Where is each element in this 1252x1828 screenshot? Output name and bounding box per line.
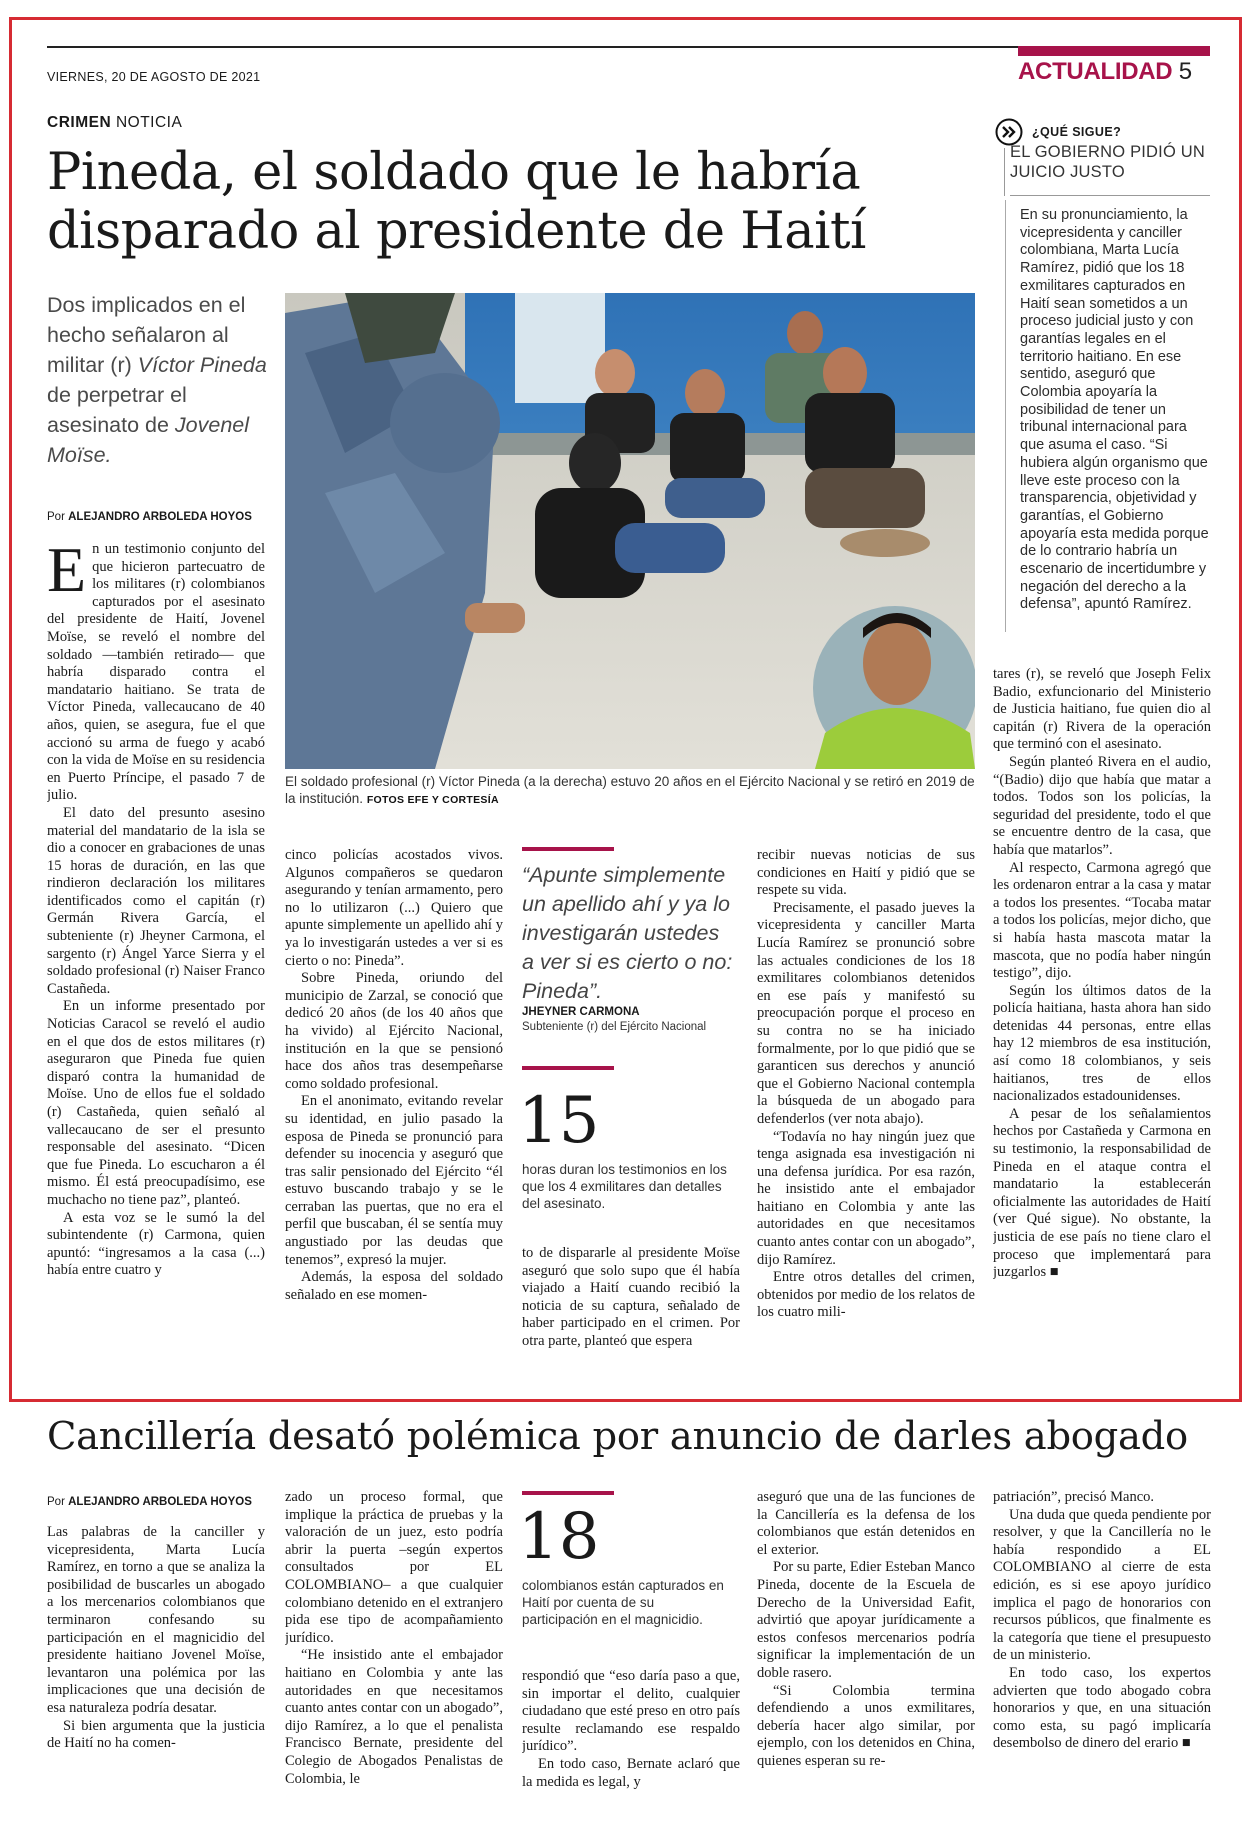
article2-column-2 [285, 1489, 503, 1816]
paragraph: En todo caso, Bernate aclaró que la medida es legal, y [522, 1755, 740, 1790]
second-headline: Cancillería desató polémica por anuncio de darles abogado [47, 1414, 1188, 1459]
fact-text-2: colombianos están capturados en Haití por cuenta de su participación en el magnicidio. [522, 1578, 724, 1627]
sidebar-vrule [1005, 200, 1006, 632]
paragraph: El dato del presunto asesino material del mandatario de la isla se dio a conocer en grabaciones de unas 15 horas de duración, en las que rindieron declaración los militares identificados como el capitán (r) Germán Rivera García, el subteniente (r) Jheyner Carmona, el sargento (r) Ángel Yarce Sierra y el soldado profesional (r) Naiser Franco Castañeda. [47, 804, 265, 997]
paragraph: “Todavía no hay ningún juez que tenga asignada esa investigación ni una defensa jurídica. Por esa razón, he insistido ante el embajador haitiano en Colombia y ante las autoridades en que necesitamos cuanto antes contar con un abogado”, dijo Ramírez. [757, 1128, 975, 1268]
pullquote-bar [522, 847, 614, 851]
pullquote-role: Subteniente (r) del Ejército Nacional [522, 1021, 707, 1033]
sidebar-divider [1010, 195, 1210, 196]
paragraph: Precisamente, el pasado jueves la vicepresidenta y canciller Marta Lucía Ramírez se pronunció sobre las actuales condiciones de los 18 exmilitares colombianos detenidos en ese país y manifestó su preocupación porque el proceso en su contra no se ha iniciado formalmente, por lo que pidió que se garanticen sus derechos y anunció que el Gobierno Nacional contempla la búsqueda de un abogado para defenderlos (ver nota abajo). [757, 899, 975, 1127]
article1-column-5 [993, 666, 1211, 1367]
paragraph: to de dispararle al presidente Moïse aseguró que solo supo que él había viajado a Haití cuando recibió la noticia de su captura, señalado de haber participado en el crimen. Por otra parte, planteó que espera [522, 1245, 740, 1349]
paragraph: patriación”, precisó Manco. [993, 1489, 1155, 1505]
sidebar-label: ¿QUÉ SIGUE? [1032, 125, 1122, 139]
paragraph: Las palabras de la canciller y vicepresidenta, Marta Lucía Ramírez, en torno a que se analiza la posibilidad de buscarles un abogado a los mercenarios colombianos que terminaron confesando su participación en el magnicidio del presidente haitiano Jovenel Moïse, levantaron una polémica por las implicaciones que una decisión de esa naturaleza podría desatar. [47, 1524, 265, 1716]
paragraph: aseguró que una de las funciones de la Cancillería es la defensa de los colombianos que están detenidos en el exterior. [757, 1489, 975, 1558]
paragraph: En todo caso, los expertos advierten que todo abogado cobra honorarios y que, en una situación como esta, su pagó implicaría desembolso de dinero del erario ■ [993, 1664, 1211, 1752]
paragraph: tares (r), se reveló que Joseph Felix Badio, exfuncionario del Ministerio de Justicia haitiano, fue quien dio al capitán (r) Rivera de la operación que terminó con el asesinato. [993, 666, 1211, 753]
sidebar-title: EL GOBIERNO PIDIÓ UN JUICIO JUSTO [1010, 143, 1206, 181]
byline: Por ALEJANDRO ARBOLEDA HOYOS [47, 511, 252, 523]
page-number: 5 [1178, 58, 1192, 85]
paragraph: En un testimonio conjunto del que hicieron partecuatro de los militares (r) colombianos capturados por el asesinato del presidente de Haití, Jovenel Moïse, se reveló el nombre del soldado —también retirado— que habría disparado contra el mandatario haitiano. Se trata de Víctor Pineda, vallecaucano de 40 años, quien, se asegura, fue el que accionó su arma de fuego y acabó con la vida de Moïse en su residencia en Puerto Príncipe, el pasado 7 de julio. [47, 541, 265, 804]
issue-date: VIERNES, 20 DE AGOSTO DE 2021 [47, 70, 261, 84]
section-name [1018, 58, 1192, 86]
paragraph: Además, la esposa del soldado señalado en ese momen- [285, 1269, 503, 1303]
pullquote-name: JHEYNER CARMONA [522, 1006, 640, 1018]
news-photo [285, 293, 975, 769]
section-bar [1018, 46, 1210, 56]
dropcap: E [47, 541, 87, 605]
paragraph: Al respecto, Carmona agregó que les ordenaron entrar a la casa y matar a todos los presentes. “Tocaba matar a todos los policías, mejor dicho, que si había hasta mascota matar la mascota, que no podía haber ningún testigo”, dijo. [993, 859, 1211, 982]
paragraph: A esta voz se le sumó la del subintendente (r) Carmona, quien apuntó: “ingresamos a la casa (...) había entre cuatro y [47, 1209, 265, 1279]
paragraph: A pesar de los señalamientos hechos por Castañeda y Carmona en su testimonio, la responsabilidad de Pineda en el ataque contra el mandatario la establecerán oficialmente las autoridades de Haití (ver Qué sigue). No obstante, la justicia de ese país no tiene claro el proceso que implementará para juzgarlos ■ [993, 1105, 1211, 1281]
article1-column-3 [522, 1245, 740, 1367]
article-kicker: CRIMEN NOTICIA [47, 114, 183, 131]
paragraph: Si bien argumenta que la justicia de Haití no ha comen- [47, 1717, 265, 1752]
paragraph: respondió que “eso daría paso a que, sin importar el delito, cualquier ciudadano que esté preso en otro país resulte reclamando ese respaldo jurídico”. [522, 1668, 740, 1755]
paragraph: Por su parte, Edier Esteban Manco Pineda, docente de la Escuela de Derecho de la Universidad Eafit, advirtió que apoyar jurídicamente a estos confesos mercenarios podría significar la implementación de un doble rasero. [757, 1559, 975, 1681]
paragraph: zado un proceso formal, que implique la práctica de pruebas y la valoración de un juez, esto podría abrir la puerta –según expertos consultados por EL COLOMBIANO– a que cualquier colombiano detenido en el extranjero pida ese tipo de acompañamiento jurídico. [285, 1489, 503, 1646]
paragraph: Una duda que queda pendiente por resolver, y que la Cancillería no le había respondido a EL COLOMBIANO al cierre de esta edición, es si ese apoyo jurídico implica el pago de honorarios con recursos públicos, que finalmente es la categoría que tiene el presupuesto de un ministerio. [993, 1506, 1211, 1664]
article2-column-3 [522, 1668, 740, 1816]
pullquote: “Apunte simplemente un apellido ahí y ya lo investigarán ustedes a ver si es cierto o no: Pineda”. [522, 863, 733, 1003]
article1-column-4 [757, 847, 975, 1367]
article1-column-2 [285, 847, 503, 1367]
paragraph: Entre otros detalles del crimen, obtenidos por medio de los relatos de los cuatro mili- [757, 1269, 975, 1321]
section-label: ACTUALIDAD [1018, 58, 1173, 85]
sidebar-body: En su pronunciamiento, la vicepresidenta y canciller colombiana, Marta Lucía Ramírez, pidió que los 18 exmilitares capturados en Haití sean sometidos a un proceso judicial justo y con garantías legales en el territorio haitiano. En ese sentido, aseguró que Colombia apoyaría la posibilidad de tener un tribunal internacional para que asuma el caso. “Si hubiera algún organismo que lleve este proceso con la transparencia, objetividad y garantías, el Gobierno apoyaría esta medida porque de lo contrario habría un escenario de incertidumbre y negación del derecho a la defensa”, apuntó Ramírez. [1020, 207, 1209, 613]
paragraph: cinco policías acostados vivos. Algunos compañeros se quedaron asegurando y tenían armamento, pero no lo utilizaron (...) Quiero que apunte simplemente un apellido ahí y ya lo investigarán ustedes a ver si es cierto o no: Pineda”. [285, 847, 503, 969]
fact-bar-2 [522, 1491, 614, 1495]
sidebar-rule [1004, 148, 1005, 196]
paragraph: En un informe presentado por Noticias Caracol se reveló el audio en el que dos de estos militares (r) aseguraron que Pineda fue quien disparó contra la humanidad de Moïse. Uno de ellos fue el soldado (r) Castañeda, quien señaló al vallecaucano de ser el presunto responsable del asesinato. “Dicen que fue Pineda. Lo escucharon a él mismo. Él está preocupadísimo, ese muchacho no tiene paz”, planteó. [47, 998, 265, 1208]
paragraph: Según planteó Rivera en el audio, “(Badio) dijo que había que matar a todos. Todos son los policías, la seguridad del presidente, todo el que se encuentre dentro de la casa, que había que matarlos”. [993, 753, 1211, 858]
article1-column-1 [47, 541, 265, 1367]
paragraph: Según los últimos datos de la policía haitiana, hasta ahora han sido detenidas 44 personas, entre ellas hay 12 miembros de esa institución, así como 18 colombianos, y seis haitianos, tres de ellos nacionalizados estadounidenses. [993, 982, 1211, 1105]
photo-caption: El soldado profesional (r) Víctor Pineda (a la derecha) estuvo 20 años en el Ejército Nacional y se retiró en 2019 de la institución. FOTOS EFE Y CORTESÍA [285, 774, 975, 806]
byline-2: Por ALEJANDRO ARBOLEDA HOYOS [47, 1496, 252, 1508]
photo-illustration [285, 293, 975, 769]
paragraph: recibir nuevas noticias de sus condiciones en Haití y pidió que se respete su vida. [757, 847, 975, 899]
fact-number: 15 [518, 1084, 600, 1158]
article2-column-5 [993, 1489, 1211, 1816]
main-headline: Pineda, el soldado que le habría disparado al presidente de Haití [47, 143, 866, 261]
paragraph: “Si Colombia termina defendiendo a unos exmilitares, debería hacer algo similar, por ejemplo, con los detenidos en China, quienes esperan su re- [757, 1682, 975, 1769]
article2-column-1 [47, 1524, 265, 1816]
article-dek: Dos implicados en el hecho señalaron al militar (r) Víctor Pineda de perpetrar el asesinato de Jovenel Moïse. [47, 293, 267, 467]
paragraph: En el anonimato, evitando revelar su identidad, en julio pasado la esposa de Pineda se pronunció para defender su inocencia y aseguró que tras salir pensionado del Ejército “él estuvo buscando trabajo y se le cerraban las puertas, que no era el perfil que buscaban, él se sentía muy angustiado por las deudas que tenemos”, expresó la mujer. [285, 1093, 503, 1268]
article2-column-4 [757, 1489, 975, 1816]
paragraph: Sobre Pineda, oriundo del municipio de Zarzal, se conoció que dedicó 20 años (de los 40 años que ha vivido) al Ejército Nacional, institución en la que se pensionó hace dos años tras desempeñarse como soldado profesional. [285, 970, 503, 1092]
fact-bar [522, 1066, 614, 1070]
paragraph: “He insistido ante el embajador haitiano en Colombia y ante las autoridades en que necesitamos cuanto antes contar con un abogado”, dijo Ramírez, a lo que el penalista Francisco Bernate, presidente del Colegio de Abogados Penalistas de Colombia, le [285, 1647, 503, 1787]
fact-text: horas duran los testimonios en los que los 4 exmilitares dan detalles del asesinato. [522, 1162, 727, 1211]
fact-number-2: 18 [518, 1500, 600, 1574]
